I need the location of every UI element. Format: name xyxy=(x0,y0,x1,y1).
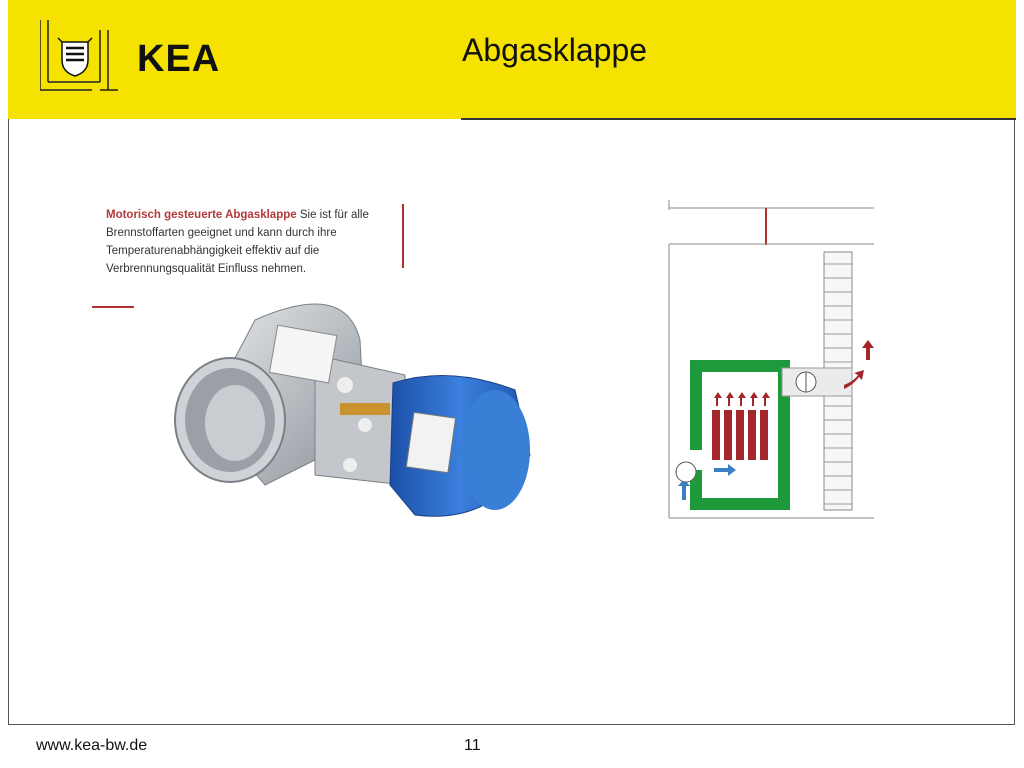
title-underline xyxy=(461,118,1016,120)
caption-text: Sie ist für alle Brennstoffarten geeignet und kann durch ihre Temperaturenabhängigkeit effektiv auf die Verbrennungsqualität Einfluss nehmen. xyxy=(106,209,369,275)
accent-rule-horizontal xyxy=(92,306,134,308)
flue-damper-photo xyxy=(165,285,535,540)
caption-lead: Motorisch gesteuerte Abgasklappe xyxy=(106,209,297,221)
page-title: Abgasklappe xyxy=(462,32,648,68)
coat-of-arms-icon xyxy=(40,20,118,98)
accent-rule-vertical xyxy=(402,204,404,268)
brand-logo: KEA xyxy=(137,38,221,80)
boiler-chimney-diagram xyxy=(666,200,881,525)
footer-url[interactable]: www.kea-bw.de xyxy=(36,737,148,754)
page-number: 11 xyxy=(464,737,481,754)
product-caption xyxy=(106,206,396,278)
